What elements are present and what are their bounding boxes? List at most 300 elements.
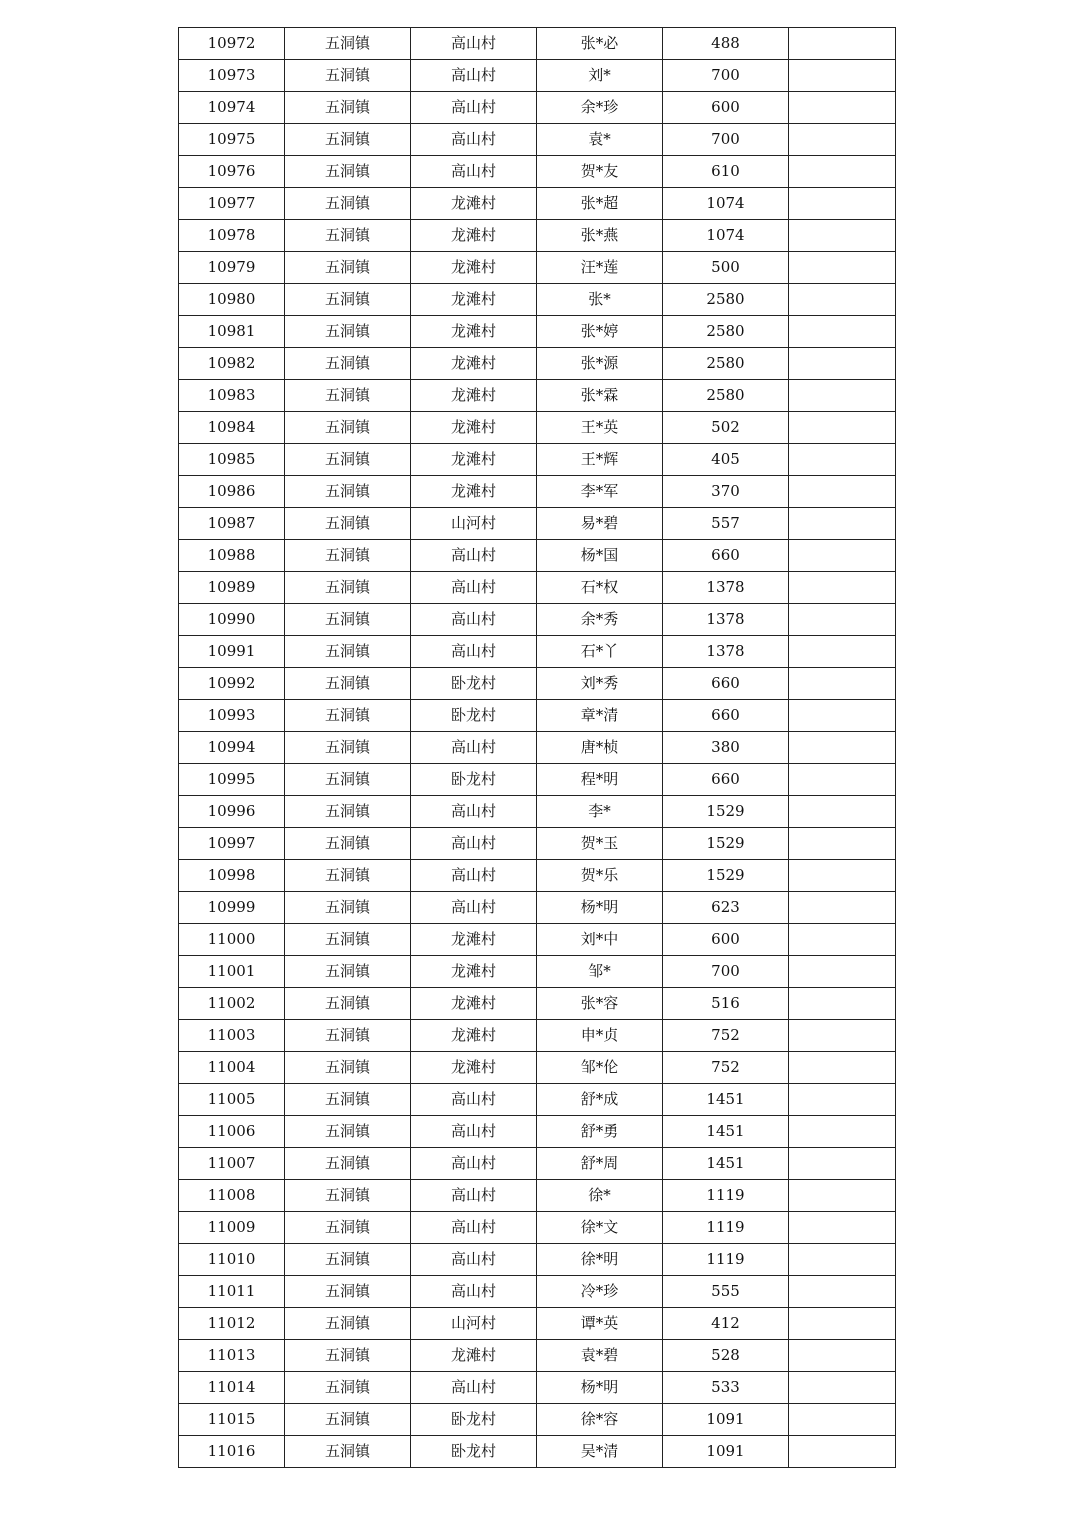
town-cell: 五洞镇 (285, 252, 411, 284)
row-number-cell: 11003 (179, 1020, 285, 1052)
amount-cell: 2580 (663, 316, 789, 348)
town-cell: 五洞镇 (285, 1340, 411, 1372)
table-row (179, 924, 896, 956)
person-name-cell: 张*婷 (537, 316, 663, 348)
row-number-cell: 10989 (179, 572, 285, 604)
village-cell: 高山村 (411, 60, 537, 92)
note-cell (789, 828, 896, 860)
town-cell: 五洞镇 (285, 956, 411, 988)
town-cell: 五洞镇 (285, 572, 411, 604)
person-name-cell: 贺*友 (537, 156, 663, 188)
amount-cell: 412 (663, 1308, 789, 1340)
person-name-cell: 申*贞 (537, 1020, 663, 1052)
person-name-cell: 徐* (537, 1180, 663, 1212)
amount-cell: 1529 (663, 860, 789, 892)
table-row (179, 156, 896, 188)
town-cell: 五洞镇 (285, 380, 411, 412)
amount-cell: 1378 (663, 636, 789, 668)
town-cell: 五洞镇 (285, 1212, 411, 1244)
table-row (179, 380, 896, 412)
table-row (179, 92, 896, 124)
table-row (179, 476, 896, 508)
town-cell: 五洞镇 (285, 604, 411, 636)
town-cell: 五洞镇 (285, 60, 411, 92)
village-cell: 龙滩村 (411, 316, 537, 348)
person-name-cell: 张*源 (537, 348, 663, 380)
amount-cell: 1074 (663, 188, 789, 220)
table-row (179, 700, 896, 732)
village-cell: 高山村 (411, 1372, 537, 1404)
town-cell: 五洞镇 (285, 220, 411, 252)
town-cell: 五洞镇 (285, 860, 411, 892)
town-cell: 五洞镇 (285, 284, 411, 316)
row-number-cell: 11001 (179, 956, 285, 988)
note-cell (789, 764, 896, 796)
amount-cell: 700 (663, 60, 789, 92)
amount-cell: 1451 (663, 1148, 789, 1180)
village-cell: 龙滩村 (411, 380, 537, 412)
table-row (179, 1180, 896, 1212)
town-cell: 五洞镇 (285, 348, 411, 380)
person-name-cell: 袁* (537, 124, 663, 156)
amount-cell: 2580 (663, 348, 789, 380)
amount-cell: 370 (663, 476, 789, 508)
note-cell (789, 60, 896, 92)
amount-cell: 1074 (663, 220, 789, 252)
town-cell: 五洞镇 (285, 988, 411, 1020)
amount-cell: 1119 (663, 1212, 789, 1244)
amount-cell: 1091 (663, 1404, 789, 1436)
table-row (179, 860, 896, 892)
row-number-cell: 10983 (179, 380, 285, 412)
row-number-cell: 10997 (179, 828, 285, 860)
village-cell: 高山村 (411, 732, 537, 764)
village-cell: 卧龙村 (411, 764, 537, 796)
table-row (179, 1148, 896, 1180)
note-cell (789, 956, 896, 988)
person-name-cell: 徐*容 (537, 1404, 663, 1436)
note-cell (789, 1244, 896, 1276)
amount-cell: 600 (663, 92, 789, 124)
village-cell: 高山村 (411, 1180, 537, 1212)
table-row (179, 1084, 896, 1116)
town-cell: 五洞镇 (285, 636, 411, 668)
row-number-cell: 10996 (179, 796, 285, 828)
village-cell: 卧龙村 (411, 700, 537, 732)
row-number-cell: 11009 (179, 1212, 285, 1244)
note-cell (789, 1180, 896, 1212)
note-cell (789, 700, 896, 732)
table-row (179, 444, 896, 476)
table-row (179, 1308, 896, 1340)
town-cell: 五洞镇 (285, 1052, 411, 1084)
amount-cell: 1378 (663, 572, 789, 604)
village-cell: 高山村 (411, 540, 537, 572)
amount-cell: 660 (663, 540, 789, 572)
town-cell: 五洞镇 (285, 700, 411, 732)
town-cell: 五洞镇 (285, 1404, 411, 1436)
amount-cell: 2580 (663, 380, 789, 412)
village-cell: 高山村 (411, 572, 537, 604)
note-cell (789, 92, 896, 124)
village-cell: 高山村 (411, 1116, 537, 1148)
row-number-cell: 10978 (179, 220, 285, 252)
person-name-cell: 李* (537, 796, 663, 828)
village-cell: 龙滩村 (411, 476, 537, 508)
note-cell (789, 156, 896, 188)
row-number-cell: 10985 (179, 444, 285, 476)
village-cell: 龙滩村 (411, 188, 537, 220)
amount-cell: 555 (663, 1276, 789, 1308)
note-cell (789, 1372, 896, 1404)
person-name-cell: 石*权 (537, 572, 663, 604)
row-number-cell: 11011 (179, 1276, 285, 1308)
person-name-cell: 刘* (537, 60, 663, 92)
row-number-cell: 10992 (179, 668, 285, 700)
town-cell: 五洞镇 (285, 188, 411, 220)
amount-cell: 502 (663, 412, 789, 444)
table-row (179, 284, 896, 316)
row-number-cell: 10974 (179, 92, 285, 124)
table-row (179, 988, 896, 1020)
row-number-cell: 10981 (179, 316, 285, 348)
table-row (179, 252, 896, 284)
table-row (179, 1020, 896, 1052)
town-cell: 五洞镇 (285, 1148, 411, 1180)
village-cell: 龙滩村 (411, 284, 537, 316)
amount-cell: 2580 (663, 284, 789, 316)
village-cell: 龙滩村 (411, 348, 537, 380)
village-cell: 龙滩村 (411, 1052, 537, 1084)
amount-cell: 1119 (663, 1180, 789, 1212)
person-name-cell: 谭*英 (537, 1308, 663, 1340)
amount-cell: 488 (663, 28, 789, 60)
note-cell (789, 892, 896, 924)
village-cell: 高山村 (411, 28, 537, 60)
person-name-cell: 程*明 (537, 764, 663, 796)
town-cell: 五洞镇 (285, 1084, 411, 1116)
note-cell (789, 476, 896, 508)
town-cell: 五洞镇 (285, 1308, 411, 1340)
person-name-cell: 杨*明 (537, 892, 663, 924)
person-name-cell: 唐*桢 (537, 732, 663, 764)
note-cell (789, 508, 896, 540)
table-row (179, 1052, 896, 1084)
row-number-cell: 11002 (179, 988, 285, 1020)
town-cell: 五洞镇 (285, 476, 411, 508)
table-row (179, 572, 896, 604)
person-name-cell: 刘*秀 (537, 668, 663, 700)
village-cell: 卧龙村 (411, 1436, 537, 1468)
person-name-cell: 余*珍 (537, 92, 663, 124)
person-name-cell: 徐*文 (537, 1212, 663, 1244)
amount-cell: 700 (663, 956, 789, 988)
table-row (179, 124, 896, 156)
row-number-cell: 10984 (179, 412, 285, 444)
town-cell: 五洞镇 (285, 828, 411, 860)
note-cell (789, 732, 896, 764)
row-number-cell: 10995 (179, 764, 285, 796)
row-number-cell: 11016 (179, 1436, 285, 1468)
row-number-cell: 10982 (179, 348, 285, 380)
table-row (179, 1244, 896, 1276)
table-row (179, 636, 896, 668)
note-cell (789, 188, 896, 220)
note-cell (789, 1052, 896, 1084)
note-cell (789, 860, 896, 892)
table-row (179, 764, 896, 796)
note-cell (789, 220, 896, 252)
table-row (179, 1436, 896, 1468)
row-number-cell: 10987 (179, 508, 285, 540)
town-cell: 五洞镇 (285, 92, 411, 124)
table-row (179, 828, 896, 860)
row-number-cell: 10991 (179, 636, 285, 668)
row-number-cell: 10980 (179, 284, 285, 316)
roster-table-body (179, 28, 896, 1468)
row-number-cell: 11000 (179, 924, 285, 956)
town-cell: 五洞镇 (285, 892, 411, 924)
note-cell (789, 1276, 896, 1308)
person-name-cell: 张*霖 (537, 380, 663, 412)
village-cell: 龙滩村 (411, 220, 537, 252)
town-cell: 五洞镇 (285, 668, 411, 700)
row-number-cell: 10990 (179, 604, 285, 636)
note-cell (789, 1116, 896, 1148)
amount-cell: 660 (663, 700, 789, 732)
table-row (179, 1340, 896, 1372)
person-name-cell: 张*超 (537, 188, 663, 220)
amount-cell: 623 (663, 892, 789, 924)
village-cell: 高山村 (411, 156, 537, 188)
amount-cell: 610 (663, 156, 789, 188)
person-name-cell: 舒*周 (537, 1148, 663, 1180)
row-number-cell: 11005 (179, 1084, 285, 1116)
town-cell: 五洞镇 (285, 124, 411, 156)
note-cell (789, 252, 896, 284)
table-row (179, 732, 896, 764)
town-cell: 五洞镇 (285, 1372, 411, 1404)
person-name-cell: 杨*国 (537, 540, 663, 572)
row-number-cell: 11008 (179, 1180, 285, 1212)
person-name-cell: 张* (537, 284, 663, 316)
town-cell: 五洞镇 (285, 540, 411, 572)
note-cell (789, 316, 896, 348)
person-name-cell: 杨*明 (537, 1372, 663, 1404)
note-cell (789, 124, 896, 156)
amount-cell: 700 (663, 124, 789, 156)
table-row (179, 668, 896, 700)
note-cell (789, 572, 896, 604)
person-name-cell: 冷*珍 (537, 1276, 663, 1308)
town-cell: 五洞镇 (285, 1436, 411, 1468)
village-cell: 高山村 (411, 1148, 537, 1180)
row-number-cell: 10986 (179, 476, 285, 508)
note-cell (789, 636, 896, 668)
note-cell (789, 540, 896, 572)
village-cell: 龙滩村 (411, 988, 537, 1020)
table-row (179, 796, 896, 828)
amount-cell: 1119 (663, 1244, 789, 1276)
person-name-cell: 石*丫 (537, 636, 663, 668)
table-row (179, 188, 896, 220)
person-name-cell: 邹* (537, 956, 663, 988)
table-row (179, 1276, 896, 1308)
table-row (179, 1212, 896, 1244)
amount-cell: 1529 (663, 828, 789, 860)
amount-cell: 380 (663, 732, 789, 764)
row-number-cell: 10977 (179, 188, 285, 220)
row-number-cell: 10988 (179, 540, 285, 572)
town-cell: 五洞镇 (285, 1020, 411, 1052)
village-cell: 龙滩村 (411, 252, 537, 284)
table-row (179, 1116, 896, 1148)
amount-cell: 500 (663, 252, 789, 284)
town-cell: 五洞镇 (285, 444, 411, 476)
amount-cell: 1378 (663, 604, 789, 636)
person-name-cell: 袁*碧 (537, 1340, 663, 1372)
town-cell: 五洞镇 (285, 796, 411, 828)
village-cell: 高山村 (411, 860, 537, 892)
person-name-cell: 余*秀 (537, 604, 663, 636)
person-name-cell: 徐*明 (537, 1244, 663, 1276)
row-number-cell: 10979 (179, 252, 285, 284)
note-cell (789, 28, 896, 60)
table-row (179, 1404, 896, 1436)
amount-cell: 600 (663, 924, 789, 956)
village-cell: 山河村 (411, 508, 537, 540)
person-name-cell: 李*军 (537, 476, 663, 508)
row-number-cell: 11013 (179, 1340, 285, 1372)
table-row (179, 604, 896, 636)
person-name-cell: 贺*玉 (537, 828, 663, 860)
table-row (179, 348, 896, 380)
town-cell: 五洞镇 (285, 764, 411, 796)
person-name-cell: 张*燕 (537, 220, 663, 252)
village-cell: 高山村 (411, 124, 537, 156)
person-name-cell: 邹*伦 (537, 1052, 663, 1084)
person-name-cell: 张*必 (537, 28, 663, 60)
note-cell (789, 284, 896, 316)
town-cell: 五洞镇 (285, 412, 411, 444)
person-name-cell: 易*碧 (537, 508, 663, 540)
amount-cell: 528 (663, 1340, 789, 1372)
table-row (179, 508, 896, 540)
row-number-cell: 11015 (179, 1404, 285, 1436)
village-cell: 高山村 (411, 796, 537, 828)
village-cell: 龙滩村 (411, 1340, 537, 1372)
village-cell: 高山村 (411, 1244, 537, 1276)
note-cell (789, 988, 896, 1020)
amount-cell: 557 (663, 508, 789, 540)
row-number-cell: 10975 (179, 124, 285, 156)
note-cell (789, 1436, 896, 1468)
town-cell: 五洞镇 (285, 156, 411, 188)
town-cell: 五洞镇 (285, 1276, 411, 1308)
village-cell: 高山村 (411, 604, 537, 636)
town-cell: 五洞镇 (285, 28, 411, 60)
person-name-cell: 章*清 (537, 700, 663, 732)
note-cell (789, 444, 896, 476)
note-cell (789, 796, 896, 828)
table-row (179, 540, 896, 572)
village-cell: 龙滩村 (411, 1020, 537, 1052)
town-cell: 五洞镇 (285, 508, 411, 540)
town-cell: 五洞镇 (285, 732, 411, 764)
note-cell (789, 1308, 896, 1340)
amount-cell: 1451 (663, 1116, 789, 1148)
note-cell (789, 348, 896, 380)
table-row (179, 220, 896, 252)
table-row (179, 412, 896, 444)
row-number-cell: 10972 (179, 28, 285, 60)
town-cell: 五洞镇 (285, 1180, 411, 1212)
village-cell: 龙滩村 (411, 444, 537, 476)
note-cell (789, 924, 896, 956)
note-cell (789, 1212, 896, 1244)
row-number-cell: 11012 (179, 1308, 285, 1340)
village-cell: 龙滩村 (411, 412, 537, 444)
note-cell (789, 380, 896, 412)
town-cell: 五洞镇 (285, 1244, 411, 1276)
note-cell (789, 1148, 896, 1180)
note-cell (789, 1340, 896, 1372)
note-cell (789, 1084, 896, 1116)
village-cell: 龙滩村 (411, 924, 537, 956)
row-number-cell: 11010 (179, 1244, 285, 1276)
village-cell: 高山村 (411, 636, 537, 668)
table-row (179, 28, 896, 60)
note-cell (789, 668, 896, 700)
amount-cell: 1529 (663, 796, 789, 828)
row-number-cell: 10993 (179, 700, 285, 732)
village-cell: 卧龙村 (411, 1404, 537, 1436)
amount-cell: 1091 (663, 1436, 789, 1468)
town-cell: 五洞镇 (285, 924, 411, 956)
person-name-cell: 王*辉 (537, 444, 663, 476)
note-cell (789, 604, 896, 636)
amount-cell: 516 (663, 988, 789, 1020)
amount-cell: 752 (663, 1020, 789, 1052)
roster-table (178, 27, 896, 1468)
town-cell: 五洞镇 (285, 316, 411, 348)
note-cell (789, 1020, 896, 1052)
amount-cell: 660 (663, 764, 789, 796)
row-number-cell: 10998 (179, 860, 285, 892)
person-name-cell: 舒*勇 (537, 1116, 663, 1148)
person-name-cell: 王*英 (537, 412, 663, 444)
row-number-cell: 11007 (179, 1148, 285, 1180)
village-cell: 高山村 (411, 1084, 537, 1116)
person-name-cell: 吴*清 (537, 1436, 663, 1468)
table-row (179, 1372, 896, 1404)
amount-cell: 405 (663, 444, 789, 476)
person-name-cell: 贺*乐 (537, 860, 663, 892)
village-cell: 高山村 (411, 1276, 537, 1308)
amount-cell: 533 (663, 1372, 789, 1404)
amount-cell: 1451 (663, 1084, 789, 1116)
table-row (179, 956, 896, 988)
amount-cell: 752 (663, 1052, 789, 1084)
village-cell: 高山村 (411, 828, 537, 860)
town-cell: 五洞镇 (285, 1116, 411, 1148)
row-number-cell: 10994 (179, 732, 285, 764)
table-row (179, 892, 896, 924)
village-cell: 高山村 (411, 892, 537, 924)
village-cell: 卧龙村 (411, 668, 537, 700)
person-name-cell: 汪*莲 (537, 252, 663, 284)
table-row (179, 60, 896, 92)
